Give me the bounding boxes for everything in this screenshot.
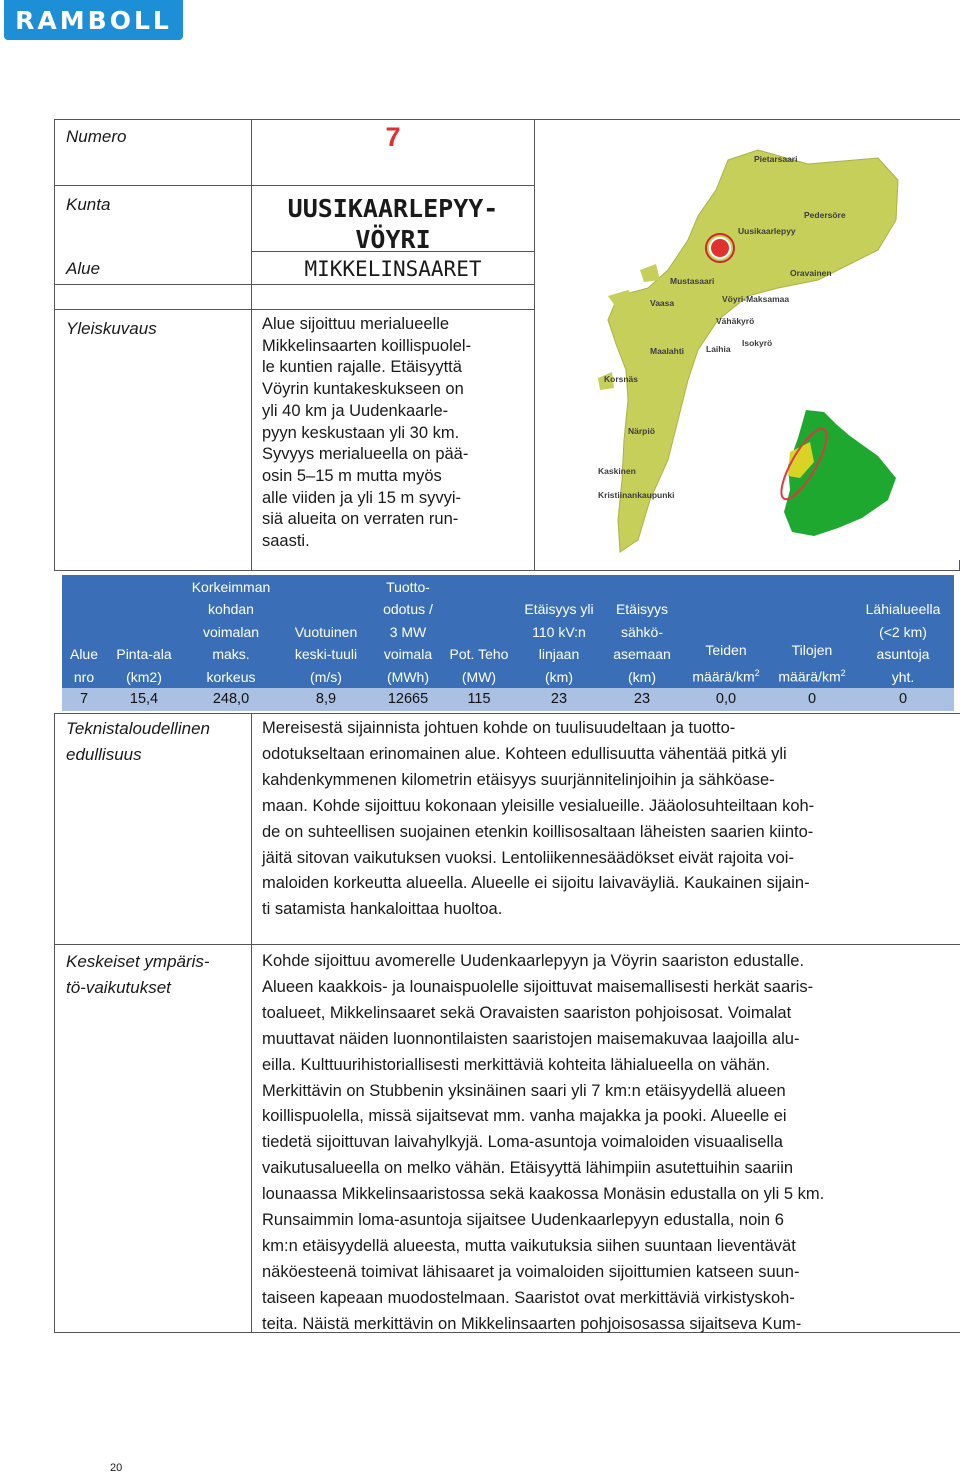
- value-kunta: UUSIKAARLEPYY- VÖYRI: [287, 194, 499, 254]
- map-label-maalahti: Maalahti: [650, 346, 685, 356]
- label-numero: Numero: [66, 127, 127, 146]
- map-label-voyri-maksamaa: Vöyri-Maksamaa: [722, 294, 790, 304]
- stats-header-keskituuli: Vuotuinen keski-tuuli (m/s): [294, 623, 358, 685]
- stats-header-tilojen: Tilojen määrä/$km^2$: [778, 642, 846, 685]
- info-table-divider: [251, 119, 252, 571]
- map-site-marker: [710, 238, 730, 258]
- map-label-mustasaari: Mustasaari: [670, 276, 715, 286]
- map-label-kristiinankaupunki: Kristiinankaupunki: [598, 490, 675, 500]
- stats-cell: 7: [79, 691, 89, 707]
- stats-cell: 8,9: [315, 691, 337, 707]
- stats-header: [62, 575, 954, 688]
- stats-header-teiden: Teiden määrä/$km^2$: [692, 642, 760, 685]
- stats-header-alue-nro: Alue nro: [69, 646, 99, 685]
- stats-cell: 248,0: [212, 691, 250, 707]
- map-label-oravainen: Oravainen: [790, 268, 832, 278]
- stats-cell: 23: [550, 691, 568, 707]
- stats-header-lahialue: Lähialueella (<2 km) asuntoja yht.: [865, 601, 941, 685]
- stats-header-etaisyys-asema: Etäisyys sähkö- asemaan (km): [613, 601, 671, 685]
- stats-header-etaisyys-linja: Etäisyys yli 110 kV:n linjaan (km): [524, 601, 594, 685]
- yleiskuvaus-text: Alue sijoittuu merialueelle Mikkelinsaarten koillispuolel- le kuntien rajalle. Etäisyyttä Vöyrin kuntakeskukseen on yli 40 km ja Uudenkaarle- pyyn keskustaan yli 30 km. Syvyys merialueella on pää- osin 5–15 m mutta myös alle viiden ja yli 15 m syvyi- siä alueita on verraten run- saasti.: [262, 315, 472, 551]
- lower-table-divider: [251, 713, 252, 1333]
- map-label-vaasa: Vaasa: [650, 298, 675, 308]
- label-alue: Alue: [66, 259, 101, 278]
- stats-table: [62, 575, 954, 711]
- map-label-korsnas: Korsnäs: [604, 374, 639, 384]
- label-yleiskuvaus: Yleiskuvaus: [66, 319, 157, 338]
- label-kunta: Kunta: [66, 195, 111, 214]
- location-map: [578, 120, 960, 560]
- stats-cell: 12665: [387, 691, 429, 707]
- info-table-divider: [54, 185, 535, 186]
- ymparisto-text: Kohde sijoittuu avomerelle Uudenkaarlepyyn ja Vöyrin saariston edustalle. Alueen kaakkois- ja lounaispuolelle sijoittuvat maisemallisesti herkät saaris- toalueet, Mikkelinsaaret sekä Oravaisten saariston pohjoisosat. Voimalat muuttavat näiden luonnontilaisten saaristojen maisemakuvaa laajoilla alu- eilla. Kulttuurihistoriallisesti merkittäviä kohteita lähialueella on vähän. Merkittävin on Stubbenin yksinäinen saari yli 7 km:n etäisyydellä alueen koillispuolella, missä sijaitsevat mm. vanha majakka ja pooki. Alueelle ei tiedetä sijoittuvan laivahylkyjä. Loma-asuntoja voimaloiden visuaalisella vaikutusalueella on melko vähän. Etäisyyttä lähimpiin asutettuihin saariin lounaassa Mikkelinsaaristossa sekä kaakossa Monäsin edustalla on yli 5 km. Runsaimmin loma-asuntoja sijaitsee Uudenkaarlepyyn edustalla, noin 6 km:n etäisyydellä alueesta, mutta vaikutuksia siihen suuntaan lieventävät näköesteenä toimivat lähisaaret ja voimaloiden sijoittumien katseen suun- taiseen kapeaan muodostelmaan. Saaristot ovat merkittäviä virkistyskoh- teita. Näistä merkittävin on Mikkelinsaarten pohjoisosassa sijaitseva Kum-: [262, 952, 825, 1333]
- map-label-vahakyro: Vähäkyrö: [716, 316, 755, 326]
- page-number: 20: [110, 1462, 123, 1474]
- stats-header-pot-teho: Pot. Teho (MW): [449, 646, 509, 685]
- stats-cell: 0: [898, 691, 908, 707]
- lower-table-divider: [54, 713, 55, 1333]
- map-label-kaskinen: Kaskinen: [598, 466, 636, 476]
- stats-cell: 0,0: [715, 691, 737, 707]
- stats-header-pinta-ala: Pinta-ala (km2): [116, 646, 172, 685]
- teknistaloudellinen-text: Mereisestä sijainnista johtuen kohde on tuulisuudeltaan ja tuotto- odotukseltaan erinomainen alue. Kohteen edullisuutta vähentää pitkä yli kahdenkymmenen kilometrin etäisyys suurjännitelinjoihin ja sähköase- maan. Kohde sijoittuu kokonaan yleisille vesialueille. Jääolosuhteiltaan koh- de on suhteellisen suojainen etenkin koillisosaltaan läheisten saarien kiinto- jäitä sitovan vaikutuksen vuoksi. Lentoliikennesäädökset eivät rajoita voi- maloiden korkeutta alueella. Alueelle ei sijoitu laivaväyliä. Kaukainen sijain- ti satamista hankaloittaa huoltoa.: [262, 719, 815, 919]
- label-teknistaloudellinen: Teknistaloudellinen edullisuus: [66, 719, 210, 764]
- ramboll-logo: RAMBOLL: [4, 0, 183, 40]
- stats-header-korkeus: Korkeimman kohdan voimalan maks. korkeus: [191, 578, 271, 685]
- value-alue: MIKKELINSAARET: [304, 257, 482, 281]
- map-label-laihia: Laihia: [706, 344, 731, 354]
- lower-table-divider: [54, 713, 960, 714]
- label-ymparisto: Keskeiset ympäris- tö-vaikutukset: [66, 952, 210, 997]
- stats-cell: 0: [807, 691, 817, 707]
- stats-cell: 23: [633, 691, 651, 707]
- info-table-divider: [54, 284, 535, 285]
- stats-row: [62, 688, 954, 711]
- stats-header-tuotto-odotus: Tuotto- odotus / 3 MW voimala (MWh): [383, 578, 433, 685]
- map-label-uusikaarlepyy: Uusikaarlepyy: [738, 226, 796, 236]
- stats-cell: 115: [467, 691, 491, 707]
- map-label-isokyro: Isokyrö: [742, 338, 773, 348]
- map-label-narpio: Närpiö: [628, 426, 655, 436]
- map-label-pietarsaari: Pietarsaari: [754, 154, 798, 164]
- info-table-divider: [534, 119, 535, 571]
- map-label-pedersore: Pedersöre: [804, 210, 846, 220]
- info-table-divider: [54, 309, 535, 310]
- stats-cell: 15,4: [129, 691, 159, 707]
- lower-table-divider: [54, 944, 960, 945]
- value-numero: 7: [385, 122, 401, 152]
